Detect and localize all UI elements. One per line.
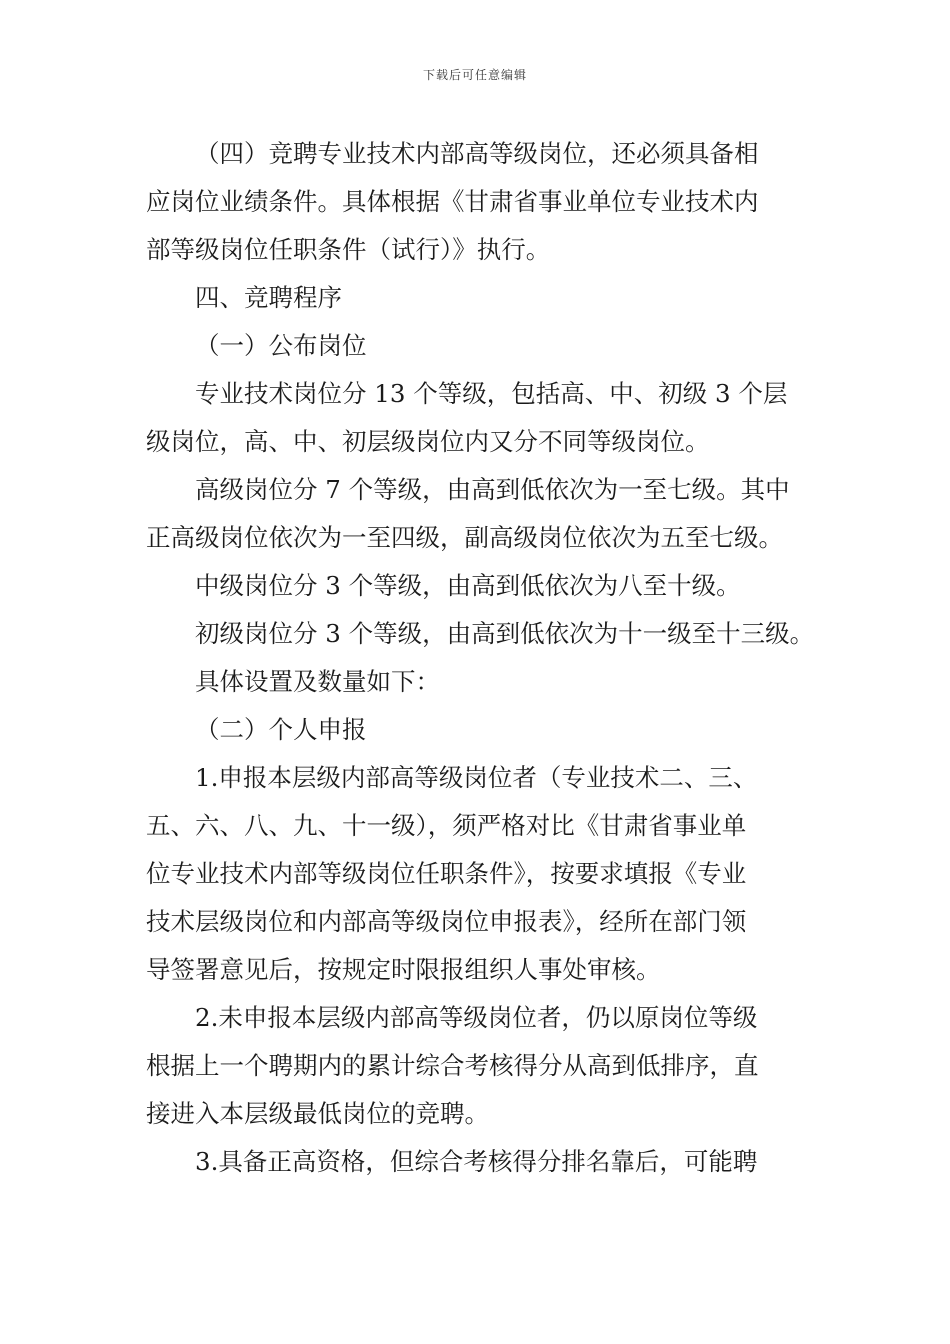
paragraph-post-levels (146, 370, 810, 466)
section-heading-procedure: 四、竞聘程序 (195, 283, 342, 312)
paragraph-item-3 (146, 1138, 810, 1186)
text-line: （四）竞聘专业技术内部高等级岗位，还必须具备相 (195, 139, 759, 168)
text-line: 导签署意见后，按规定时限报组织人事处审核。 (146, 955, 661, 984)
text-line: 部等级岗位任职条件（试行）》执行。 (146, 235, 551, 264)
subsection-heading-publish-posts: （一）公布岗位 (195, 331, 367, 360)
paragraph-item-1 (146, 754, 810, 994)
text-line: 接进入本层级最低岗位的竞聘。 (146, 1099, 489, 1128)
text-line: 五、六、八、九、十一级），须严格对比《甘肃省事业单 (146, 811, 747, 840)
text-line: 级岗位，高、中、初层级岗位内又分不同等级岗位。 (146, 427, 710, 456)
paragraph-senior-posts (146, 466, 810, 562)
subsection-heading-personal-application: （二）个人申报 (195, 715, 367, 744)
paragraph-qualification-condition (146, 130, 810, 274)
document-body (146, 130, 815, 1186)
paragraph-setup-intro: 具体设置及数量如下： (195, 667, 440, 696)
text-line: 位专业技术内部等级岗位任职条件》，按要求填报《专业 (146, 859, 747, 888)
paragraph-intermediate-posts: 中级岗位分 3 个等级，由高到低依次为八至十级。 (195, 571, 741, 600)
text-line: 技术层级岗位和内部高等级岗位申报表》，经所在部门领 (146, 907, 747, 936)
text-line: 1.申报本层级内部高等级岗位者（专业技术二、三、 (195, 763, 758, 792)
text-line: 应岗位业绩条件。具体根据《甘肃省事业单位专业技术内 (146, 187, 759, 216)
text-line: 3.具备正高资格，但综合考核得分排名靠后，可能聘 (195, 1147, 758, 1176)
text-line: 正高级岗位依次为一至四级，副高级岗位依次为五至七级。 (146, 523, 783, 552)
paragraph-junior-posts: 初级岗位分 3 个等级，由高到低依次为十一级至十三级。 (195, 619, 815, 648)
paragraph-item-2 (146, 994, 810, 1138)
page-header: 下载后可任意编辑 (422, 68, 527, 82)
text-line: 高级岗位分 7 个等级，由高到低依次为一至七级。其中 (195, 475, 790, 504)
text-line: 专业技术岗位分 13 个等级，包括高、中、初级 3 个层 (195, 379, 788, 408)
text-line: 2.未申报本层级内部高等级岗位者，仍以原岗位等级 (195, 1003, 758, 1032)
text-line: 根据上一个聘期内的累计综合考核得分从高到低排序，直 (146, 1051, 759, 1080)
